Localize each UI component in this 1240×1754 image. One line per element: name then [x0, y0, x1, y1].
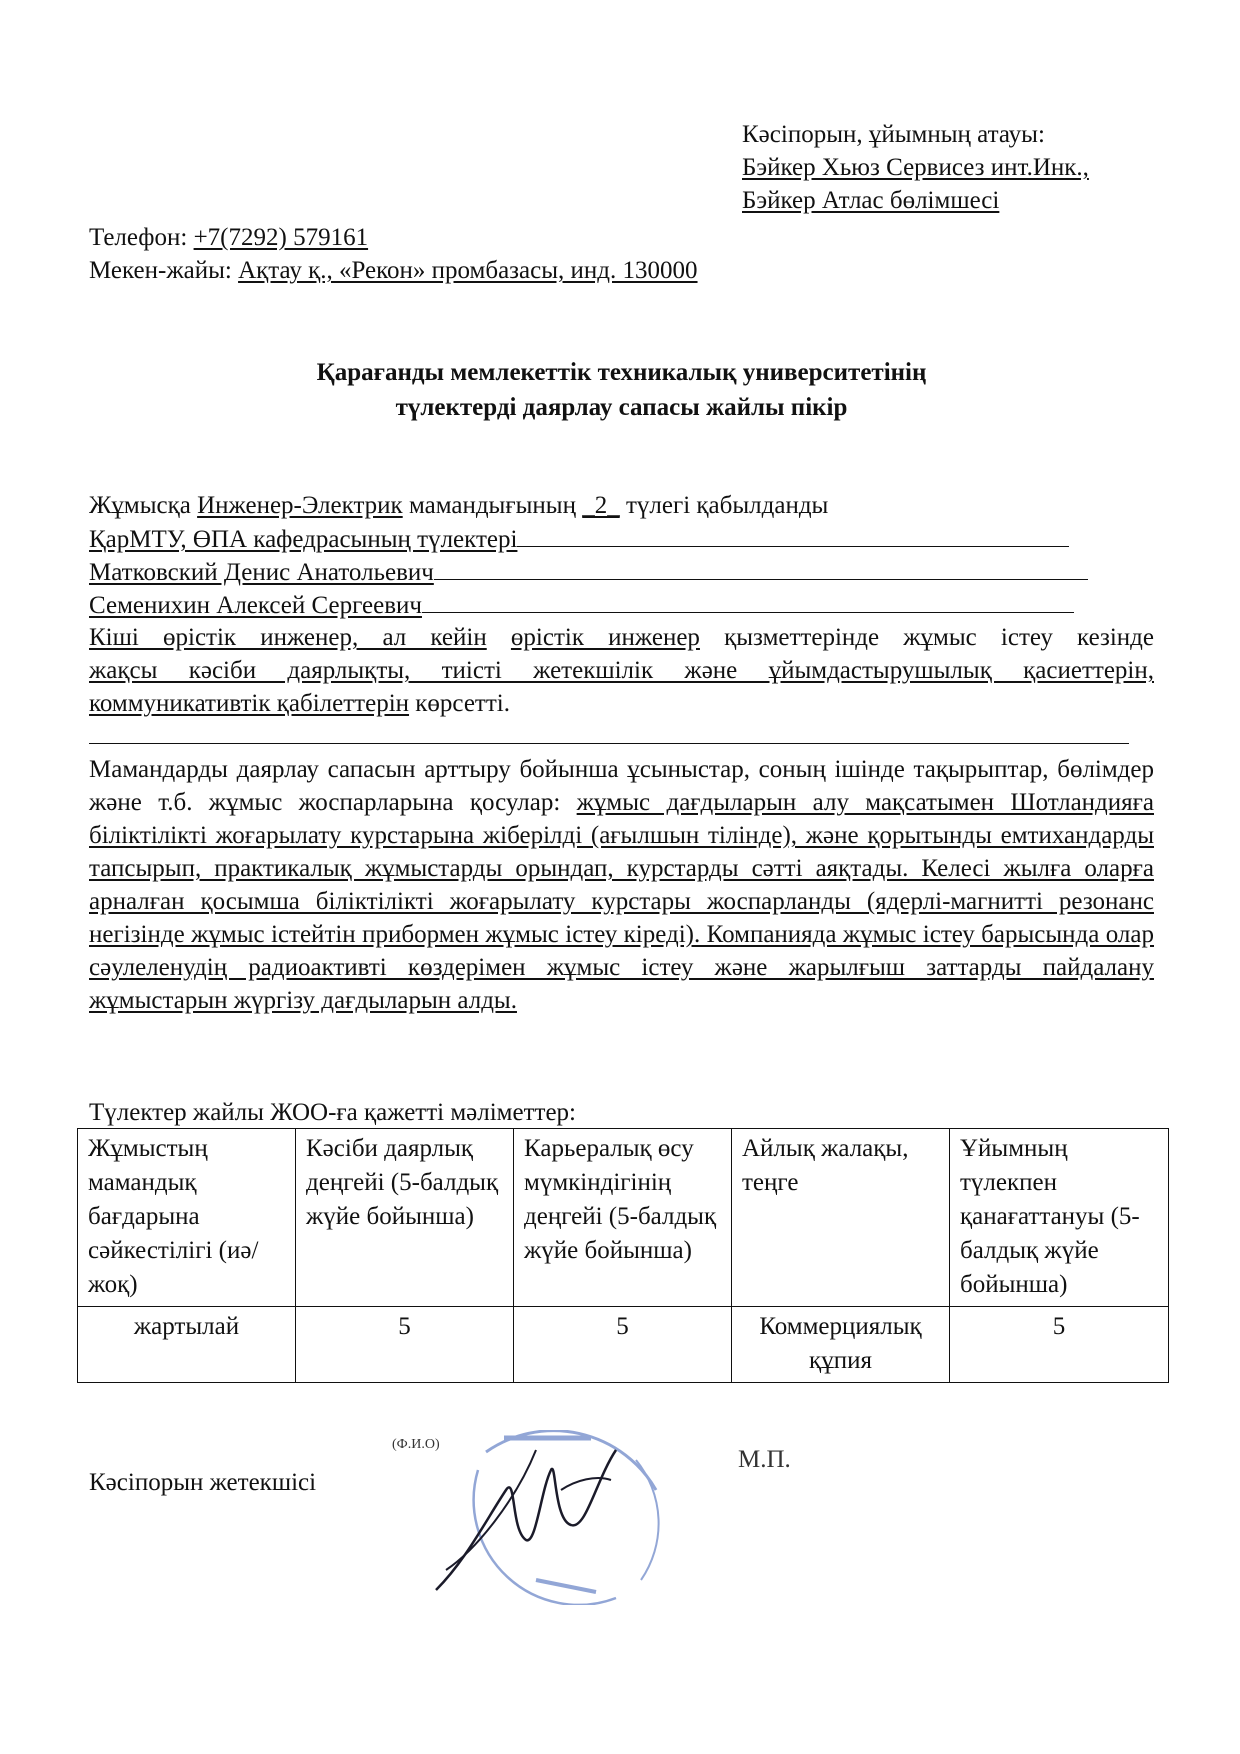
- header-specialty-match: Жұмыстың мамандық бағдарына сәйкестілігі (иә/жоқ): [78, 1129, 296, 1307]
- organization-label: Кәсіпорын, ұйымның атауы:: [742, 121, 1045, 148]
- cell-professional-level: 5: [296, 1307, 514, 1383]
- header-career-growth: Карьералық өсу мүмкіндігінің деңгейі (5-балдық жүйе бойынша): [514, 1129, 732, 1307]
- feedback-showed: көрсетті.: [409, 690, 510, 717]
- hiring-count: _2_: [582, 492, 620, 519]
- seal-bottom-text-mark: [536, 1580, 596, 1592]
- separator-line: [89, 720, 1154, 753]
- organization-name-line2: Бэйкер Атлас бөлімшесі: [742, 187, 1000, 214]
- header-satisfaction: Ұйымның түлекпен қанағаттануы (5-балдық жүйе бойынша): [950, 1129, 1169, 1307]
- address-value: Ақтау қ., «Рекон» промбазасы, инд. 130000: [238, 257, 698, 284]
- title-line1: Қарағанды мемлекеттік техникалық университетінің: [316, 359, 927, 386]
- cell-specialty-match: жартылай: [78, 1307, 296, 1383]
- organization-block: [742, 118, 1089, 217]
- graduate2-name: Семенихин Алексей Сергеевич: [89, 592, 422, 619]
- cell-satisfaction: 5: [950, 1307, 1169, 1383]
- hiring-line: [89, 489, 1154, 522]
- stamp-place-label: М.П.: [738, 1446, 791, 1473]
- contact-block: [89, 221, 698, 287]
- phone-label: Телефон:: [89, 224, 194, 251]
- table-header-row: [78, 1129, 1169, 1307]
- seal-right-arc: [636, 1460, 659, 1580]
- document-title: [89, 355, 1154, 425]
- cell-monthly-salary: Коммерциялық құпия: [732, 1307, 950, 1383]
- address-label: Мекен-жайы:: [89, 257, 239, 284]
- cell-career-growth: 5: [514, 1307, 732, 1383]
- hiring-middle: мамандығының: [402, 492, 583, 519]
- handwritten-signature-icon: [436, 1450, 616, 1590]
- feedback-space: [487, 624, 511, 651]
- recommendations-intro: Мамандарды даярлау сапасын арттыру бойынша ұсыныстар, соның ішінде тақырыптар, бөлімдер және т.б. жұмыс жоспарларына қосулар:: [89, 756, 1154, 816]
- head-of-enterprise-label: Кәсіпорын жетекшісі: [89, 1469, 317, 1496]
- graduate1-fill-line: [434, 555, 1088, 580]
- table-caption: Түлектер жайлы ЖОО-ға қажетті мәліметтер:: [89, 1099, 576, 1126]
- feedback-skills: коммуникативтік қабілеттерін: [89, 690, 410, 717]
- hiring-specialty: Инженер-Электрик: [197, 492, 403, 519]
- department-name: ҚарМТУ, ӨПА кафедрасының түлектері: [89, 526, 518, 553]
- recommendations-paragraph: [89, 753, 1154, 1017]
- feedback-line1: [89, 621, 1154, 654]
- graduate2-fill-line: [422, 588, 1074, 613]
- hiring-prefix: Жұмысқа: [89, 492, 198, 519]
- phone-value: +7(7292) 579161: [193, 224, 369, 251]
- title-line2: түлектерді даярлау сапасы жайлы пікір: [395, 394, 848, 421]
- graduate1-line: [89, 555, 1154, 588]
- header-monthly-salary: Айлық жалақы, теңге: [732, 1129, 950, 1307]
- round-seal-icon: [386, 1430, 716, 1605]
- fio-label: (Ф.И.О): [392, 1437, 440, 1452]
- graduates-info-table: [77, 1128, 1169, 1383]
- feedback-line3: [89, 687, 1154, 720]
- department-fill-line: [517, 522, 1069, 547]
- address-line: [89, 254, 698, 287]
- graduate1-name: Матковский Денис Анатольевич: [89, 559, 434, 586]
- phone-line: [89, 221, 698, 254]
- recommendations-text: жұмыс дағдыларын алу мақсатымен Шотландияға біліктілікті жоғарылату курстарына жіберілді (ағылшын тілінде), және қорытынды емтихандарды тапсырып, практикалық жұмыстарды орындап, курстарды сәтті аяқтады. Келесі жылға оларға арналған қосымша біліктілікті жоғарылату курстары жоспарланды (ядерлі-магнитті резонанс негізінде жұмыс істейтін прибормен жұмыс істеу кіреді). Компанияда жұмыс істеу барысында олар сәулеленудің радиоактивті көздерімен жұмыс істеу және жарылғыш заттарды пайдалану жұмыстарын жүргізу дағдыларын алды.: [89, 789, 1154, 1014]
- department-line: [89, 522, 1154, 555]
- header-professional-level: Кәсіби даярлық деңгейі (5-балдық жүйе бойынша): [296, 1129, 514, 1307]
- document-body: [89, 489, 1154, 1017]
- table-row: [78, 1307, 1169, 1383]
- graduate2-line: [89, 588, 1154, 621]
- organization-name-line1: Бэйкер Хьюз Сервисез инт.Инк.,: [742, 154, 1089, 181]
- feedback-position-field: өрістік инженер: [510, 624, 700, 651]
- signature-stamp-area: [386, 1430, 716, 1605]
- feedback-line2: жақсы кәсіби даярлықты, тиісті жетекшілік және ұйымдастырушылық қасиеттерін,: [89, 657, 1154, 684]
- feedback-duties: қызметтерінде жұмыс істеу кезінде: [699, 624, 1154, 651]
- feedback-position-junior: Кіші өрістік инженер, ал кейін: [89, 624, 487, 651]
- hiring-suffix: түлегі қабылданды: [619, 492, 829, 519]
